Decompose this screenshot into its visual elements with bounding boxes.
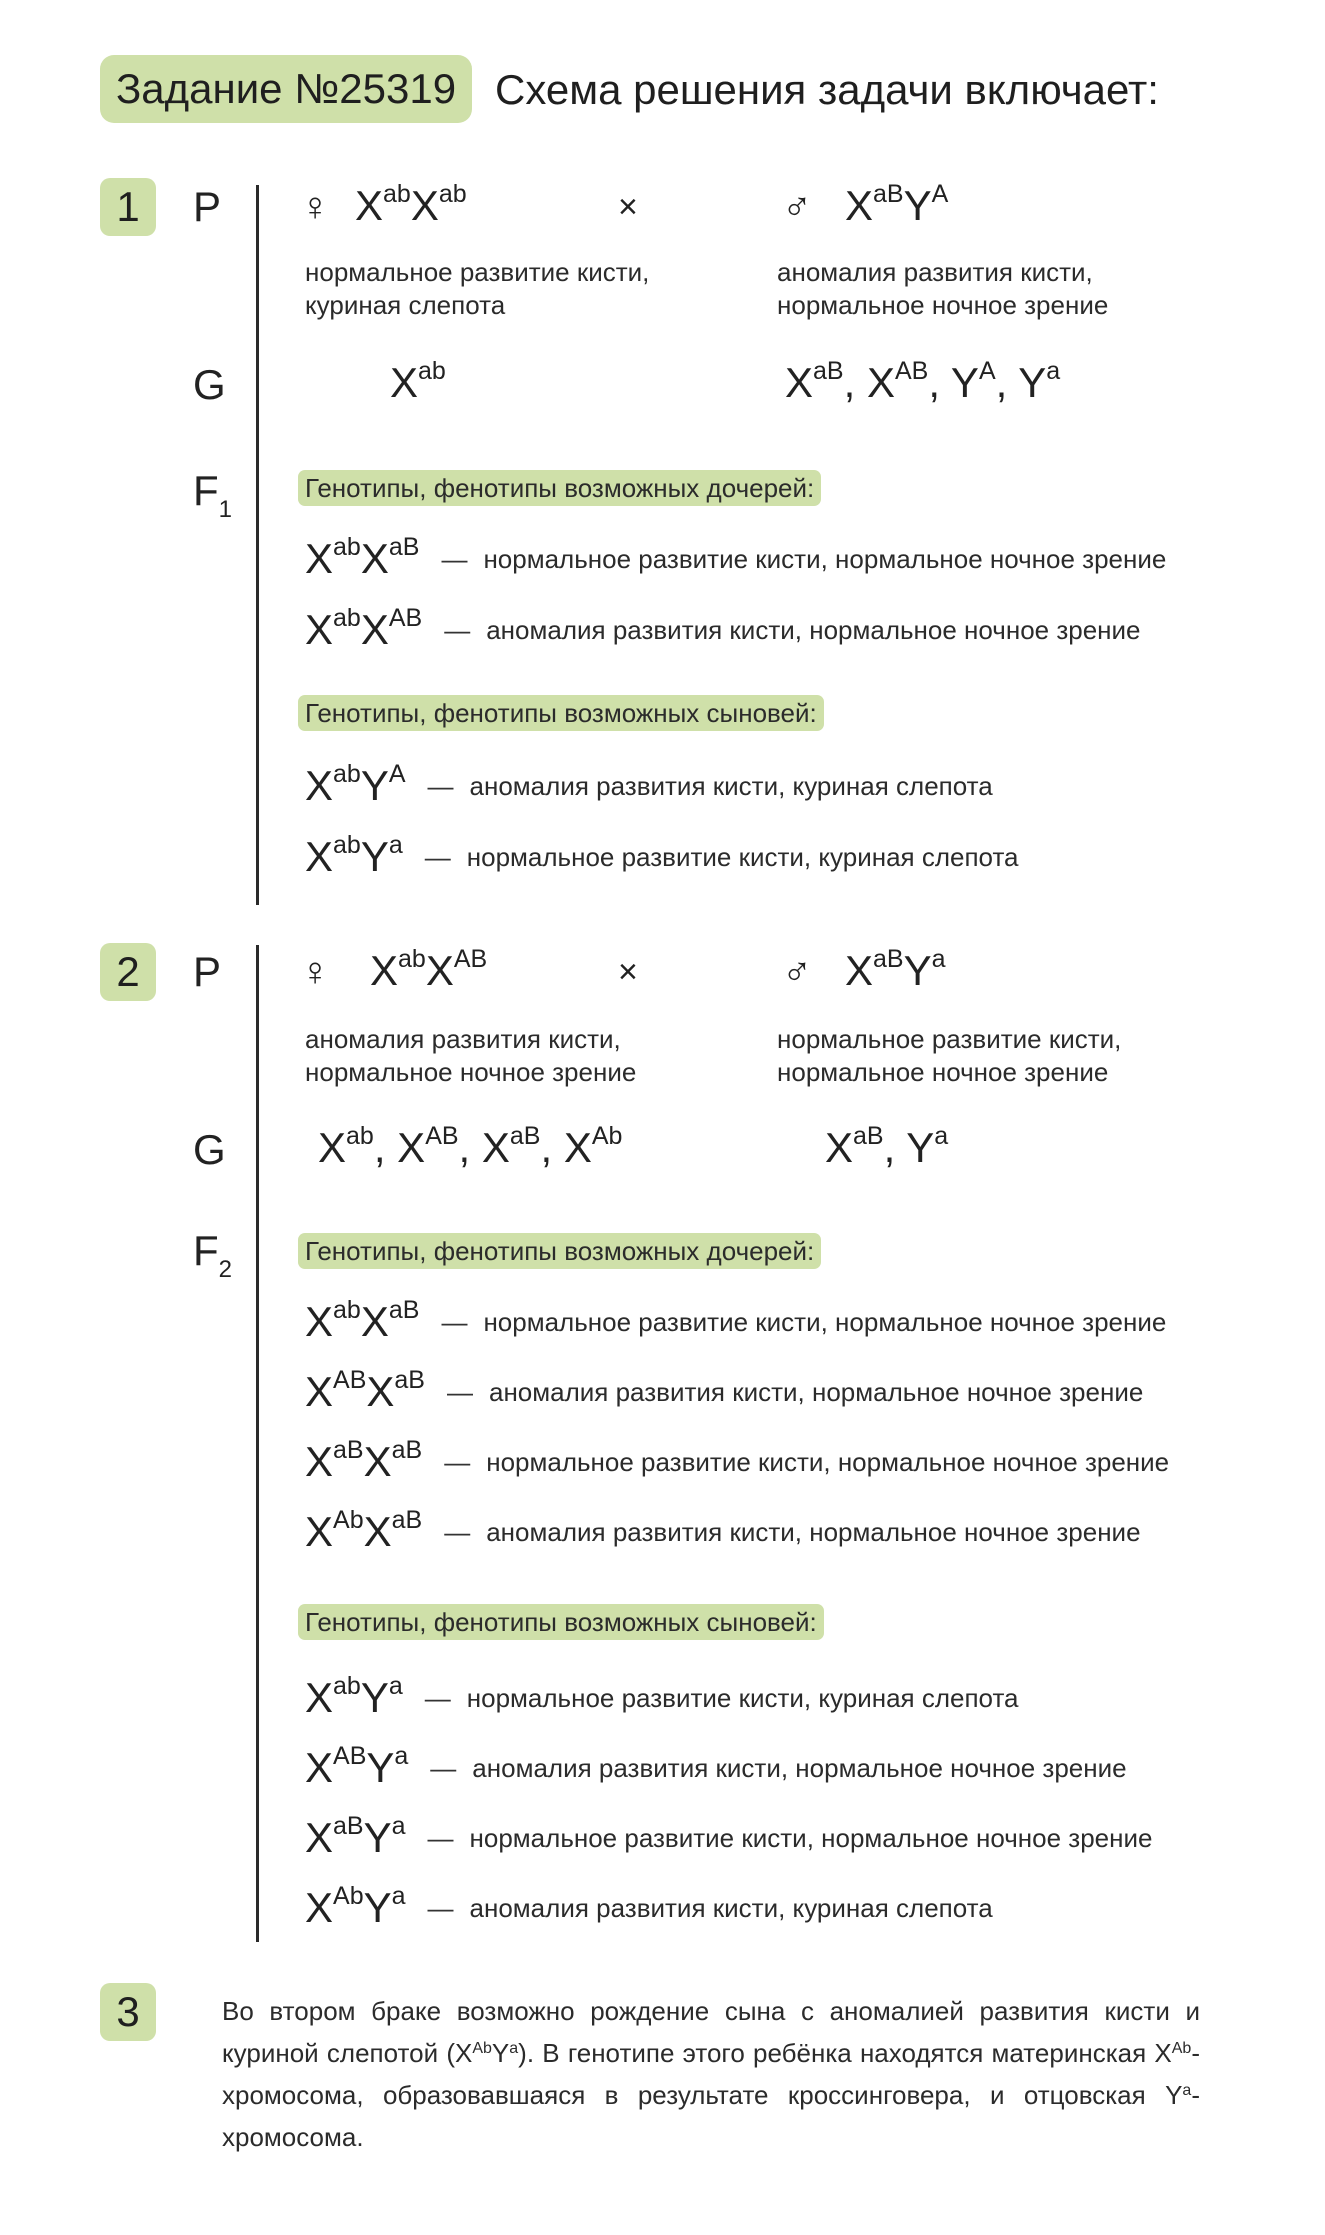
offspring-row (305, 760, 993, 812)
allele-superscript: AB (333, 1742, 367, 1770)
offspring-row (305, 1296, 1166, 1348)
dash: — (444, 1446, 471, 1477)
allele-superscript: a (388, 1672, 403, 1700)
allele-superscript: A (388, 760, 406, 788)
gamete (397, 1124, 458, 1171)
allele-superscript: a (388, 831, 403, 859)
offspring-genotype (305, 1812, 406, 1864)
female-gametes (390, 357, 446, 409)
allele-superscript: ab (333, 1672, 361, 1700)
chromosome-letter: X (360, 1298, 389, 1345)
gamete (482, 1124, 541, 1171)
allele-superscript: AB (388, 604, 423, 632)
dash: — (444, 1516, 471, 1547)
allele-superscript: a (391, 1882, 406, 1910)
cross-symbol: × (618, 188, 638, 226)
gamete (1018, 359, 1060, 406)
chromosome-letter: Y (360, 833, 389, 880)
female-parent-genotype (355, 180, 467, 232)
allele-superscript: Ab (591, 1122, 623, 1150)
gamete (867, 359, 928, 406)
chromosome-letter: X (305, 1884, 334, 1931)
chromosome-letter: X (305, 606, 334, 653)
chromosome-letter: X (845, 182, 874, 229)
allele-superscript: a (931, 945, 946, 973)
offspring-row (305, 1366, 1143, 1418)
dash: — (427, 1892, 454, 1923)
male-symbol-icon: ♂ (782, 950, 812, 994)
sons-label: Генотипы, фенотипы возможных сыновей: (298, 695, 824, 731)
gamete (318, 1124, 374, 1171)
allele-superscript: aB (873, 945, 904, 973)
chromosome-letter: X (845, 947, 874, 994)
label-parents: P (193, 948, 222, 995)
offspring-row (305, 1742, 1127, 1794)
offspring-row (305, 1882, 993, 1934)
allele-superscript: ab (383, 180, 411, 208)
dash: — (427, 770, 454, 801)
cross-symbol: × (618, 953, 638, 991)
allele-superscript: aB (391, 1436, 423, 1464)
offspring-phenotype: аномалия развития кисти, нормальное ночное зрение (472, 1752, 1127, 1783)
daughters-label: Генотипы, фенотипы возможных дочерей: (298, 470, 821, 506)
dash: — (444, 614, 471, 645)
female-parent-phenotype: аномалия развития кисти, нормальное ночное зрение (305, 1024, 637, 1087)
male-parent-genotype (845, 945, 946, 997)
gamete-separator: , (843, 359, 867, 406)
offspring-phenotype: аномалия развития кисти, нормальное ночное зрение (488, 1376, 1144, 1407)
allele-superscript: a (934, 1122, 949, 1150)
female-symbol-icon: ♀ (300, 950, 330, 994)
chromosome-letter: X (305, 833, 334, 880)
chromosome-letter: X (366, 1368, 395, 1415)
offspring-genotype (305, 1296, 419, 1348)
allele-superscript: ab (333, 533, 361, 561)
female-parent-genotype (370, 945, 487, 997)
label-gametes: G (193, 1126, 226, 1173)
gamete-separator: , (373, 1124, 398, 1171)
offspring-phenotype: нормальное развитие кисти, нормальное ночное зрение (483, 543, 1167, 574)
dash: — (441, 543, 468, 574)
male-gametes (825, 1122, 948, 1174)
dash: — (424, 841, 451, 872)
chromosome-letter: X (305, 535, 334, 582)
gamete-separator: , (928, 359, 951, 406)
offspring-phenotype: аномалия развития кисти, куриная слепота (469, 770, 993, 801)
offspring-genotype (305, 1672, 403, 1724)
chromosome-letter: X (305, 762, 334, 809)
female-parent-phenotype: нормальное развитие кисти, куриная слепота (305, 257, 650, 320)
task-number-badge: Задание №25319 (100, 55, 472, 123)
allele-superscript: A (978, 357, 996, 385)
offspring-row (305, 1672, 1019, 1724)
allele-superscript: aB (873, 180, 904, 208)
offspring-genotype (305, 1742, 408, 1794)
chromosome-letter: Y (366, 1744, 395, 1791)
chromosome-letter: X (410, 182, 439, 229)
label-gametes: G (193, 361, 226, 408)
offspring-genotype (305, 831, 403, 883)
offspring-row (305, 604, 1141, 656)
dash: — (424, 1682, 451, 1713)
allele-superscript: aB (394, 1366, 425, 1394)
male-parent-genotype (845, 180, 948, 232)
chromosome-letter: X (390, 359, 419, 406)
chromosome-letter: X (360, 606, 389, 653)
page-title: Схема решения задачи включает: (495, 66, 1159, 113)
dash: — (441, 1306, 468, 1337)
step-number-1: 1 (100, 178, 156, 236)
gamete (825, 1124, 884, 1171)
allele-superscript: aB (391, 1506, 423, 1534)
dash: — (430, 1752, 457, 1783)
allele-superscript: AB (333, 1366, 367, 1394)
offspring-phenotype: аномалия развития кисти, нормальное ночное зрение (486, 1516, 1141, 1547)
chromosome-letter: X (785, 359, 814, 406)
male-symbol-icon: ♂ (782, 185, 812, 229)
label-parents: P (193, 183, 222, 230)
allele-superscript: ab (333, 604, 361, 632)
step-number-3: 3 (100, 1983, 156, 2041)
offspring-genotype (305, 533, 419, 585)
offspring-phenotype: нормальное развитие кисти, нормальное ночное зрение (469, 1822, 1153, 1853)
offspring-phenotype: аномалия развития кисти, куриная слепота (469, 1892, 993, 1923)
chromosome-letter: X (563, 1124, 592, 1171)
gamete-separator: , (458, 1124, 482, 1171)
chromosome-letter: Y (360, 762, 389, 809)
allele-superscript: aB (333, 1436, 364, 1464)
chromosome-letter: Y (903, 947, 932, 994)
gamete-separator: , (995, 359, 1019, 406)
allele-superscript: aB (388, 533, 420, 561)
allele-superscript: Ab (333, 1506, 364, 1534)
chromosome-letter: X (318, 1124, 347, 1171)
chromosome-letter: X (363, 1438, 392, 1485)
allele-superscript: ab (398, 945, 426, 973)
offspring-genotype (305, 760, 406, 812)
chromosome-letter: X (425, 947, 454, 994)
label-offspring: $F_2$ (193, 1227, 233, 1283)
step-number-2: 2 (100, 943, 156, 1001)
chromosome-letter: X (305, 1744, 334, 1791)
chromosome-letter: X (355, 182, 384, 229)
allele-superscript: ab (333, 831, 361, 859)
chromosome-letter: Y (363, 1814, 392, 1861)
chromosome-letter: X (305, 1814, 334, 1861)
gamete (564, 1124, 623, 1171)
offspring-genotype (305, 604, 422, 656)
offspring-row (305, 1436, 1169, 1488)
offspring-row (305, 831, 1019, 883)
allele-superscript: AB (894, 357, 929, 385)
chromosome-letter: X (305, 1674, 334, 1721)
allele-superscript: Ab (333, 1882, 364, 1910)
chromosome-letter: X (825, 1124, 854, 1171)
allele-superscript: aB (509, 1122, 541, 1150)
female-symbol-icon: ♀ (300, 185, 330, 229)
offspring-genotype (305, 1436, 422, 1488)
offspring-genotype (305, 1366, 425, 1418)
gamete (906, 1124, 948, 1171)
chromosome-letter: X (305, 1298, 334, 1345)
conclusion-paragraph: Во втором браке возможно рождение сына с аномалией развития кисти и куриной слепотой $(X^{Ab}Y^a)$. В генотипе этого ребёнка находятся материнская $X^{Ab}$-хромосома, образовавшаяся в результате кроссинговера, и отцовская $Y^a$-хромосома. (222, 1996, 1200, 2152)
offspring-genotype (305, 1506, 422, 1558)
dash: — (446, 1376, 473, 1407)
allele-superscript: a (394, 1742, 409, 1770)
offspring-row (305, 533, 1166, 585)
allele-superscript: aB (813, 357, 844, 385)
offspring-phenotype: нормальное развитие кисти, куриная слепота (466, 841, 1019, 872)
allele-superscript: ab (333, 1296, 361, 1324)
offspring-genotype (305, 1882, 406, 1934)
chromosome-letter: Y (360, 1674, 389, 1721)
chromosome-letter: X (866, 359, 895, 406)
male-parent-phenotype: нормальное развитие кисти, нормальное ночное зрение (777, 1024, 1122, 1087)
offspring-row (305, 1812, 1152, 1864)
allele-superscript: AB (425, 1122, 459, 1150)
chromosome-letter: Y (903, 182, 932, 229)
gamete-separator: , (883, 1124, 907, 1171)
chromosome-letter: X (305, 1368, 334, 1415)
offspring-phenotype: аномалия развития кисти, нормальное ночное зрение (486, 614, 1141, 645)
chromosome-letter: X (363, 1508, 392, 1555)
allele-superscript: a (391, 1812, 406, 1840)
sons-label: Генотипы, фенотипы возможных сыновей: (298, 1604, 824, 1640)
allele-superscript: ab (438, 180, 467, 208)
chromosome-letter: Y (1018, 359, 1047, 406)
allele-superscript: aB (853, 1122, 884, 1150)
offspring-phenotype: нормальное развитие кисти, нормальное ночное зрение (483, 1306, 1167, 1337)
section-2-divider (256, 945, 259, 1942)
male-gametes (785, 357, 1060, 409)
gamete (390, 359, 446, 406)
allele-superscript: AB (453, 945, 488, 973)
chromosome-letter: X (305, 1438, 334, 1485)
gamete-separator: , (540, 1124, 564, 1171)
gamete (785, 359, 844, 406)
allele-superscript: A (931, 180, 949, 208)
allele-superscript: a (1046, 357, 1061, 385)
allele-superscript: ab (418, 357, 446, 385)
male-parent-phenotype: аномалия развития кисти, нормальное ночное зрение (777, 257, 1109, 320)
female-gametes (318, 1122, 622, 1174)
offspring-row (305, 1506, 1141, 1558)
chromosome-letter: X (360, 535, 389, 582)
allele-superscript: ab (346, 1122, 374, 1150)
label-offspring: $F_1$ (193, 467, 233, 523)
chromosome-letter: X (397, 1124, 426, 1171)
chromosome-letter: X (305, 1508, 334, 1555)
chromosome-letter: X (370, 947, 399, 994)
dash: — (427, 1822, 454, 1853)
daughters-label: Генотипы, фенотипы возможных дочерей: (298, 1233, 821, 1269)
chromosome-letter: Y (906, 1124, 935, 1171)
chromosome-letter: Y (950, 359, 979, 406)
offspring-phenotype: нормальное развитие кисти, нормальное ночное зрение (486, 1446, 1170, 1477)
allele-superscript: ab (333, 760, 361, 788)
allele-superscript: aB (333, 1812, 364, 1840)
chromosome-letter: Y (363, 1884, 392, 1931)
section-1-divider (256, 185, 259, 905)
gamete (951, 359, 996, 406)
allele-superscript: aB (388, 1296, 420, 1324)
offspring-phenotype: нормальное развитие кисти, куриная слепота (466, 1682, 1019, 1713)
chromosome-letter: X (481, 1124, 510, 1171)
